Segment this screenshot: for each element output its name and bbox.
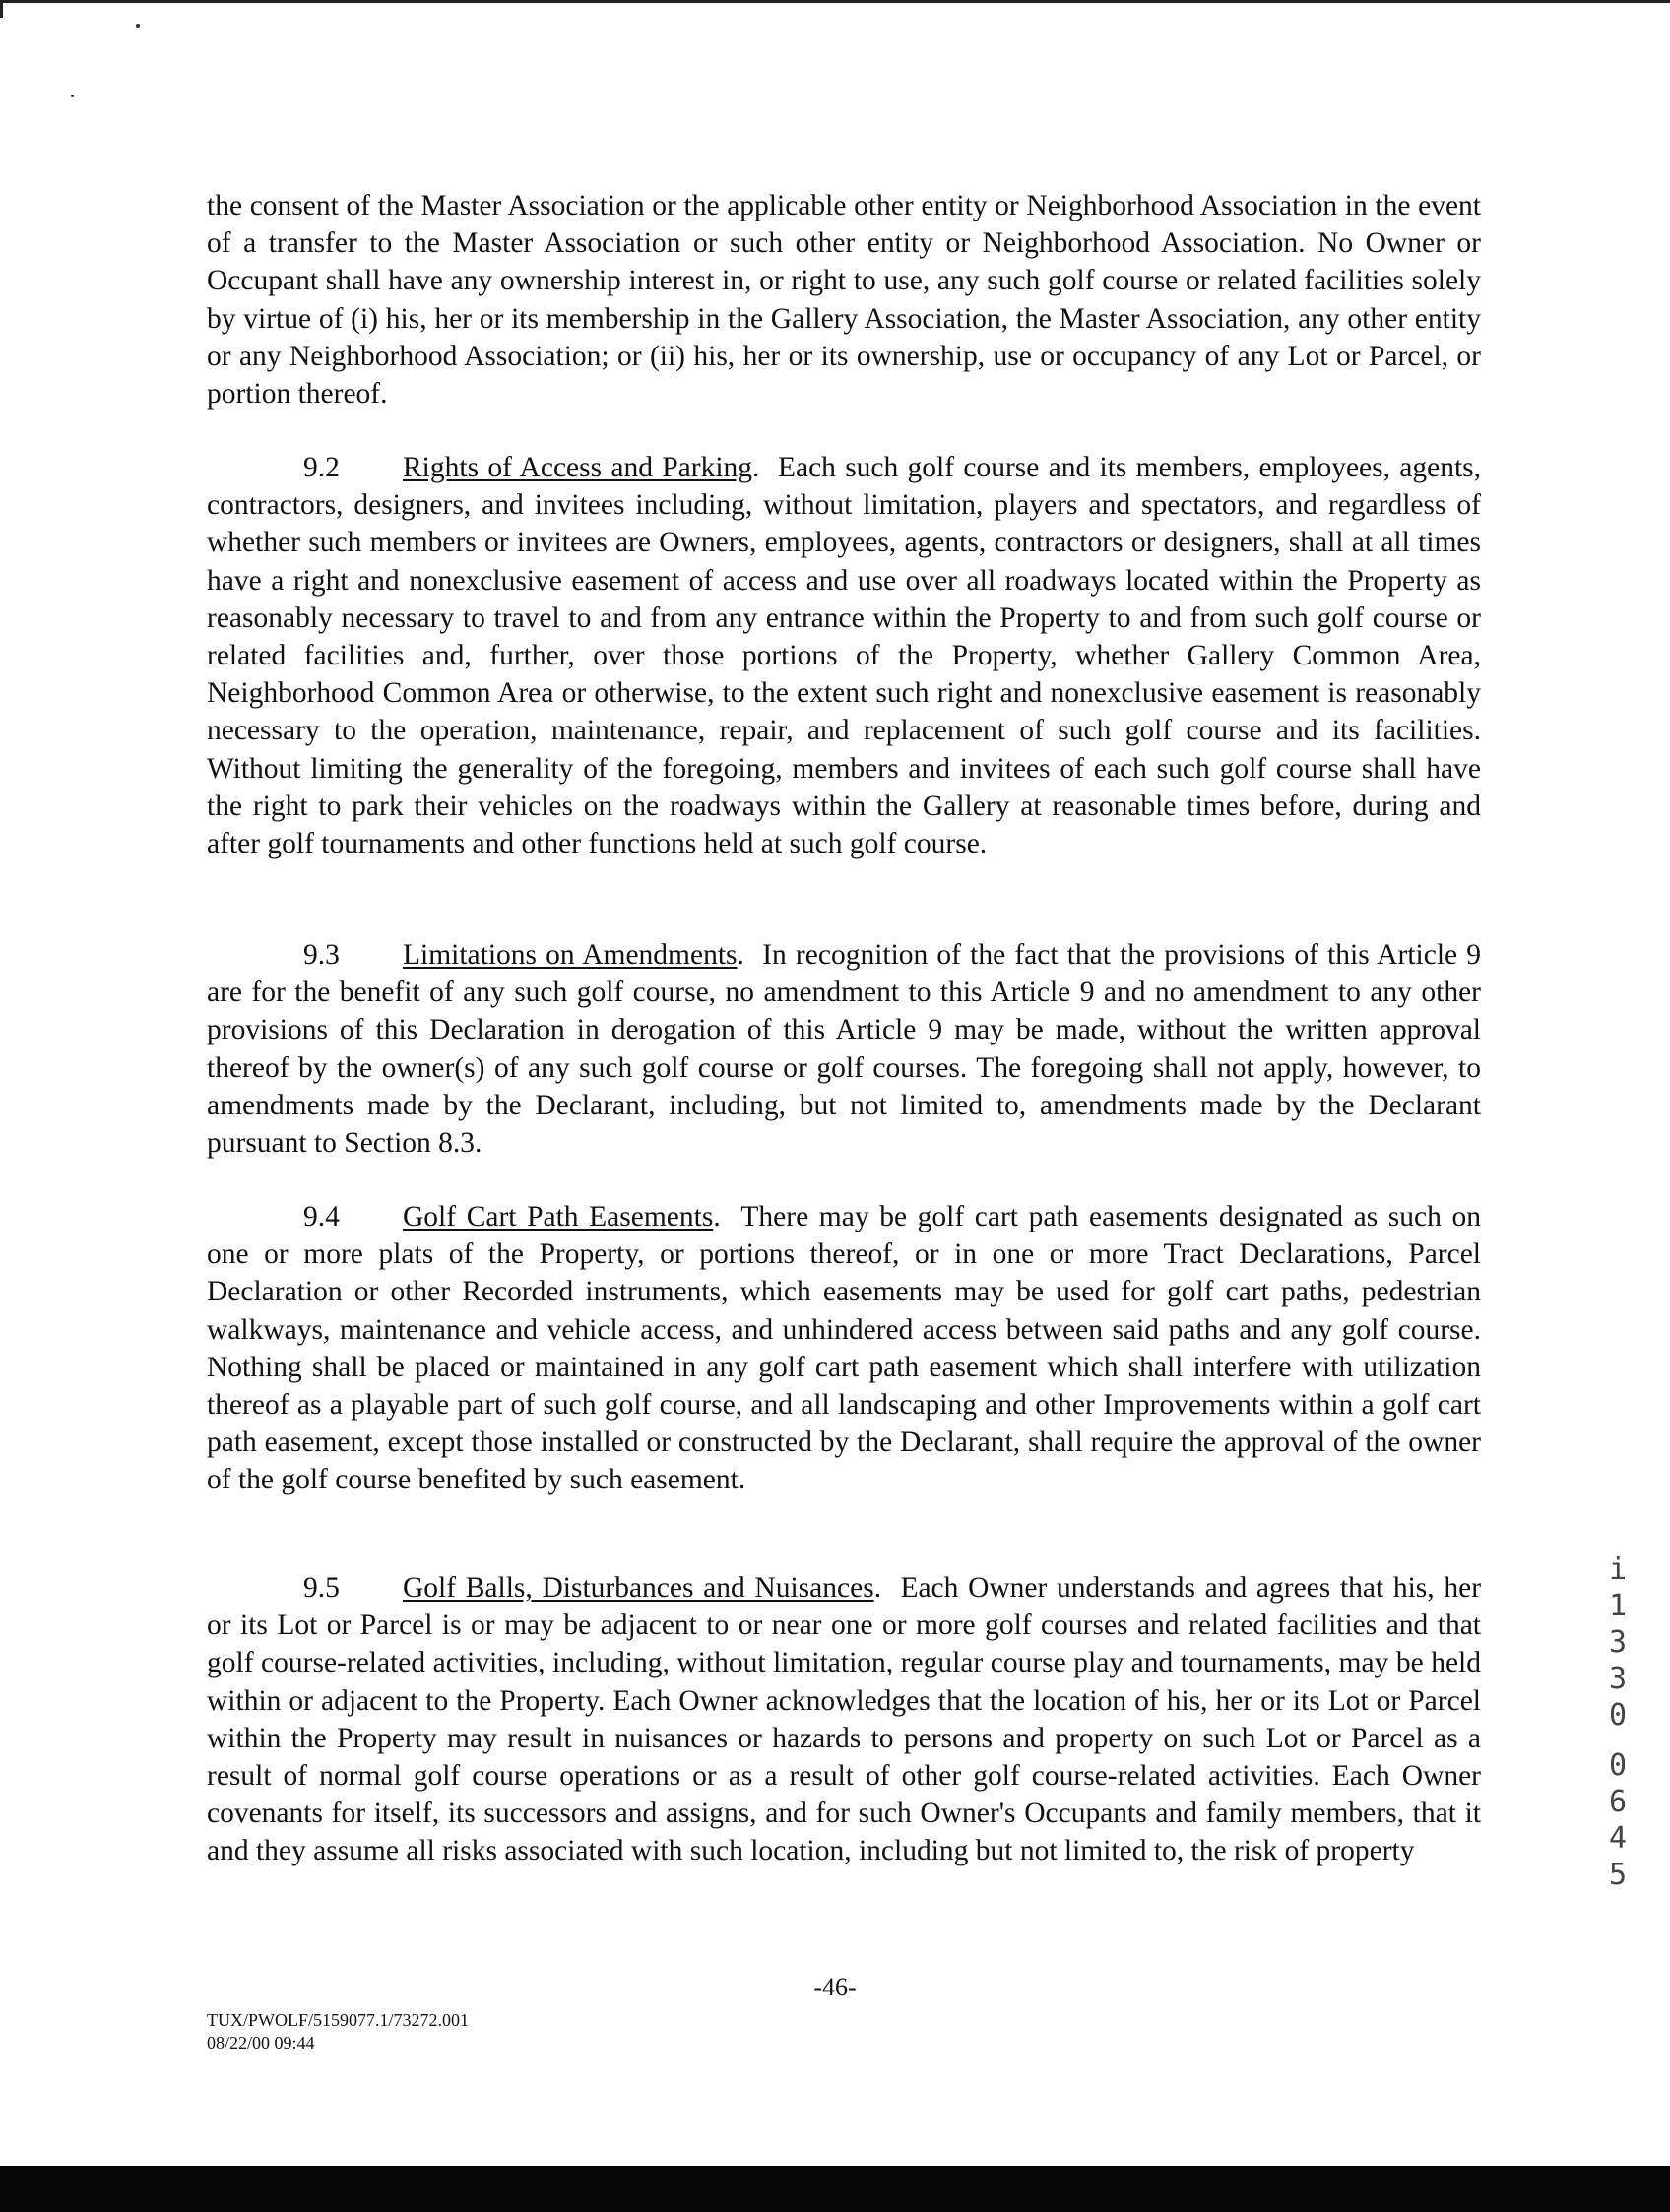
- section-heading: Golf Balls, Disturbances and Nuisances: [403, 1572, 874, 1604]
- section-9-4: 9.4 Golf Cart Path Easements. There may be golf cart path easements designated as such on one or more plats of the Property, or portions thereof, or in one or more Tract Declarations, Parcel Declaration or other Recorded instruments, which easements may be used for golf cart paths, pedestrian walkways, maintenance and vehicle access, and unhindered access between said paths and any golf course. Nothing shall be placed or maintained in any golf cart path easement which shall interfere with utilization thereof as a playable part of such golf course, and all landscaping and other Improvements within a golf cart path easement, except those installed or constructed by the Declarant, shall require the approval of the owner of the golf course benefited by such easement.: [207, 1198, 1481, 1499]
- section-body: Each Owner understands and agrees that his, her or its Lot or Parcel is or may be adjacent to or near one or more golf courses and related facilities and that golf course-related activities, including, without limitation, regular course play and tournaments, may be held within or adjacent to the Property. Each Owner acknowledges that the location of his, her or its Lot or Parcel within the Property may result in nuisances or hazards to persons and property on such Lot or Parcel as a result of normal golf course operations or as a result of other golf course-related activities. Each Owner covenants for itself, its successors and assigns, and for such Owner's Occupants and family members, that it and they assume all risks associated with such location, including but not limited to, the risk of property: [207, 1572, 1482, 1867]
- section-body: There may be golf cart path easements designated as such on one or more plats of the Property, or portions thereof, or in one or more Tract Declarations, Parcel Declaration or other Recorded instruments, which easements may be used for golf cart paths, pedestrian walkways, maintenance and vehicle access, and unhindered access between said paths and any golf course. Nothing shall be placed or maintained in any golf cart path easement which shall interfere with utilization thereof as a playable part of such golf course, and all landscaping and other Improvements within a golf cart path easement, except those installed or constructed by the Declarant, shall require the approval of the owner of the golf course benefited by such easement.: [207, 1201, 1481, 1496]
- scan-left-mark: [0, 0, 3, 18]
- footer-datetime: 08/22/00 09:44: [207, 2033, 315, 2053]
- stamp-digit: 0: [1608, 1748, 1628, 1783]
- stamp-digit: 3: [1608, 1662, 1628, 1696]
- section-heading: Limitations on Amendments: [403, 939, 738, 971]
- stamp-digit: i: [1608, 1552, 1628, 1587]
- section-heading: Golf Cart Path Easements: [403, 1201, 714, 1232]
- section-number: 9.3: [303, 939, 340, 971]
- stamp-digit: 4: [1608, 1821, 1628, 1856]
- section-number: 9.5: [303, 1572, 340, 1604]
- scan-top-border: [0, 0, 1670, 3]
- section-heading: Rights of Access and Parking: [403, 452, 753, 483]
- section-9-5: 9.5 Golf Balls, Disturbances and Nuisances. Each Owner understands and agrees that his, her or its Lot or Parcel is or may be adjacent to or near one or more golf courses and related facilities and that golf course-related activities, including, without limitation, regular course play and tournaments, may be held within or adjacent to the Property. Each Owner acknowledges that the location of his, her or its Lot or Parcel within the Property may result in nuisances or hazards to persons and property on such Lot or Parcel as a result of normal golf course operations or as a result of other golf course-related activities. Each Owner covenants for itself, its successors and assigns, and for such Owner's Occupants and family members, that it and they assume all risks associated with such location, including but not limited to, the risk of property: [207, 1569, 1481, 1870]
- recording-stamp-top: [1603, 1551, 1633, 1734]
- section-number: 9.2: [303, 452, 340, 483]
- stamp-digit: 6: [1608, 1785, 1628, 1819]
- scan-speck: [71, 95, 74, 97]
- recording-stamp-bottom: [1603, 1747, 1633, 1893]
- scan-bottom-band: [0, 2166, 1670, 2212]
- stamp-digit: 0: [1608, 1698, 1628, 1733]
- paragraph-continuation: [207, 187, 1481, 412]
- section-9-3: 9.3 Limitations on Amendments. In recognition of the fact that the provisions of this Article 9 are for the benefit of any such golf course, no amendment to this Article 9 and no amendment to any other provisions of this Declaration in derogation of this Article 9 may be made, without the written approval thereof by the owner(s) of any such golf course or golf courses. The foregoing shall not apply, however, to amendments made by the Declarant, including, but not limited to, amendments made by the Declarant pursuant to Section 8.3.: [207, 936, 1481, 1162]
- section-9-2: 9.2 Rights of Access and Parking. Each such golf course and its members, employees, agents, contractors, designers, and invitees including, without limitation, players and spectators, and regardless of whether such members or invitees are Owners, employees, agents, contractors or designers, shall at all times have a right and nonexclusive easement of access and use over all roadways located within the Property as reasonably necessary to travel to and from any entrance within the Property to and from such golf course or related facilities and, further, over those portions of the Property, whether Gallery Common Area, Neighborhood Common Area or otherwise, to the extent such right and nonexclusive easement is reasonably necessary to the operation, maintenance, repair, and replacement of such golf course and its facilities. Without limiting the generality of the foregoing, members and invitees of each such golf course shall have the right to park their vehicles on the roadways within the Gallery at reasonable times before, during and after golf tournaments and other functions held at such golf course.: [207, 449, 1481, 862]
- scan-speck: [136, 24, 140, 28]
- section-number: 9.4: [303, 1201, 340, 1232]
- stamp-digit: 3: [1608, 1625, 1628, 1660]
- footer-doc-id: TUX/PWOLF/5159077.1/73272.001: [207, 2010, 470, 2030]
- document-footer: [207, 2009, 469, 2054]
- stamp-digit: 1: [1608, 1589, 1628, 1623]
- stamp-digit: 5: [1608, 1858, 1628, 1892]
- section-body: In recognition of the fact that the provisions of this Article 9 are for the benefit of any such golf course, no amendment to this Article 9 and no amendment to any other provisions of this Declaration in derogation of this Article 9 may be made, without the written approval thereof by the owner(s) of any such golf course or golf courses. The foregoing shall not apply, however, to amendments made by the Declarant, including, but not limited to, amendments made by the Declarant pursuant to Section 8.3.: [207, 939, 1482, 1160]
- paragraph-text: the consent of the Master Association or the applicable other entity or Neighborhood Association in the event of a transfer to the Master Association or such other entity or Neighborhood Association. No Owner or Occupant shall have any ownership interest in, or right to use, any such golf course or related facilities solely by virtue of (i) his, her or its membership in the Gallery Association, the Master Association, any other entity or any Neighborhood Association; or (ii) his, her or its ownership, use or occupancy of any Lot or Parcel, or portion thereof.: [207, 190, 1481, 411]
- section-body: Each such golf course and its members, employees, agents, contractors, designers, and invitees including, without limitation, players and spectators, and regardless of whether such members or invitees are Owners, employees, agents, contractors or designers, shall at all times have a right and nonexclusive easement of access and use over all roadways located within the Property as reasonably necessary to travel to and from any entrance within the Property to and from such golf course or related facilities and, further, over those portions of the Property, whether Gallery Common Area, Neighborhood Common Area or otherwise, to the extent such right and nonexclusive easement is reasonably necessary to the operation, maintenance, repair, and replacement of such golf course and its facilities. Without limiting the generality of the foregoing, members and invitees of each such golf course shall have the right to park their vehicles on the roadways within the Gallery at reasonable times before, during and after golf tournaments and other functions held at such golf course.: [207, 452, 1481, 860]
- page-number: -46-: [813, 1973, 857, 2001]
